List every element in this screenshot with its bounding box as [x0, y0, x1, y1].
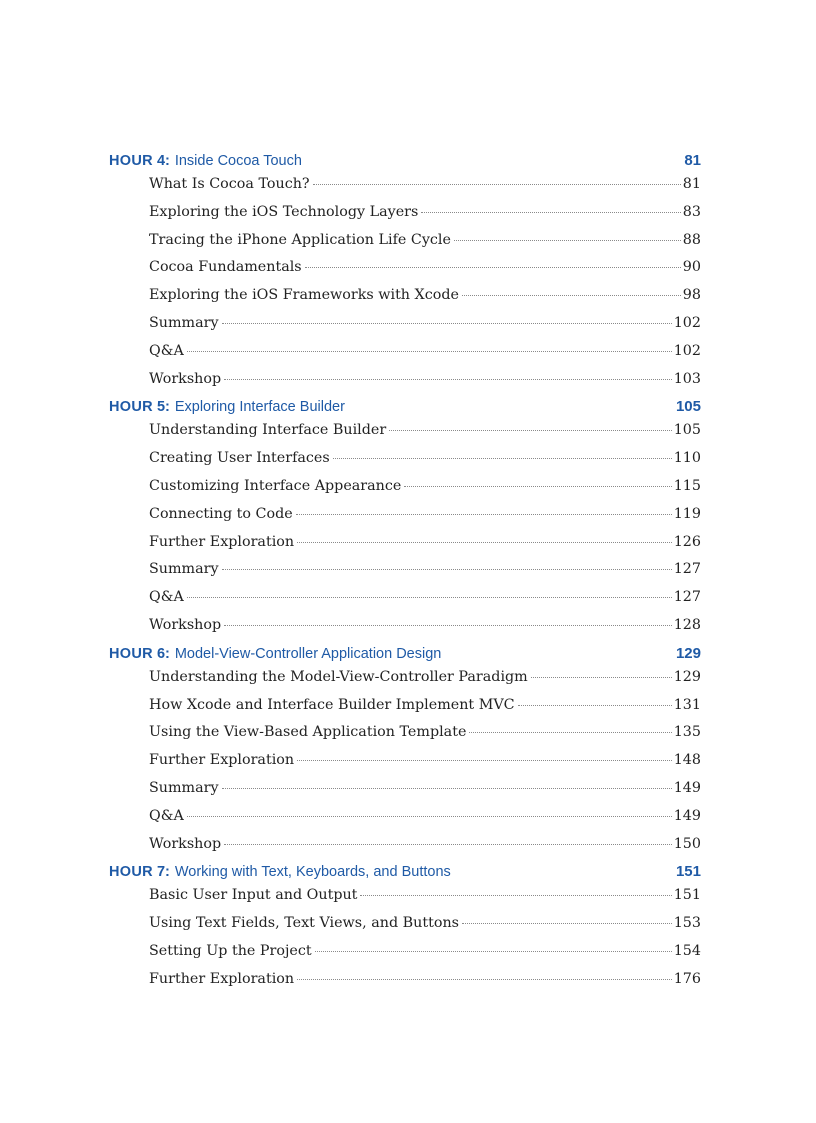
- hour-title: Inside Cocoa Touch: [174, 153, 302, 169]
- toc-entry[interactable]: [149, 204, 701, 232]
- hour-title: Exploring Interface Builder: [174, 399, 345, 416]
- entry-title: Basic User Input and Output: [149, 887, 358, 904]
- entry-page-number: 148: [673, 752, 701, 769]
- toc-entry[interactable]: [149, 371, 701, 399]
- dot-leader: [222, 323, 672, 324]
- dot-leader: [222, 788, 672, 789]
- dot-leader: [313, 184, 681, 185]
- dot-leader: [462, 923, 672, 924]
- toc-entry[interactable]: [149, 561, 701, 589]
- entry-page-number: 119: [673, 505, 701, 522]
- hour-number: 7:: [156, 864, 170, 881]
- entry-list: [149, 422, 701, 644]
- hour-page-number: 129: [675, 644, 701, 662]
- toc-entry[interactable]: [149, 422, 701, 450]
- toc-entry[interactable]: [149, 176, 701, 204]
- hour-label: HOUR: [109, 645, 153, 662]
- toc-entry[interactable]: [149, 752, 701, 780]
- entry-page-number: 131: [673, 696, 701, 713]
- entry-page-number: 110: [673, 450, 701, 467]
- toc-entry[interactable]: [149, 669, 701, 697]
- toc-entry[interactable]: [149, 836, 701, 864]
- toc-entry[interactable]: [149, 534, 701, 562]
- entry-title: Workshop: [149, 616, 222, 633]
- hour-number: 6:: [156, 645, 170, 662]
- entry-title: How Xcode and Interface Builder Implement MVC: [149, 696, 515, 713]
- toc-entry[interactable]: [149, 259, 701, 287]
- toc-entry[interactable]: [149, 315, 701, 343]
- entry-title: Further Exploration: [149, 970, 295, 987]
- entry-title: Q&A: [149, 807, 184, 824]
- entry-title: Summary: [149, 779, 219, 796]
- entry-page-number: 129: [673, 668, 701, 685]
- dot-leader: [462, 295, 681, 296]
- dot-leader: [187, 816, 672, 817]
- entry-page-number: 81: [682, 176, 701, 192]
- entry-title: Workshop: [149, 370, 222, 387]
- toc-entry[interactable]: [149, 478, 701, 506]
- entry-page-number: 149: [673, 807, 701, 824]
- toc-entry[interactable]: [149, 450, 701, 478]
- entry-title: Cocoa Fundamentals: [149, 259, 302, 276]
- entry-title: Exploring the iOS Technology Layers: [149, 203, 419, 220]
- dot-leader: [222, 569, 672, 570]
- table-of-contents: [109, 152, 701, 999]
- toc-entry[interactable]: [149, 808, 701, 836]
- entry-page-number: 153: [673, 915, 701, 932]
- entry-list: [149, 669, 701, 864]
- entry-page-number: 127: [673, 561, 701, 578]
- toc-entry[interactable]: [149, 343, 701, 371]
- toc-entry[interactable]: [149, 697, 701, 725]
- hour-page-number: 81: [684, 152, 701, 169]
- dot-leader: [297, 760, 672, 761]
- dot-leader: [360, 895, 671, 896]
- hour-page-number: 151: [675, 863, 701, 881]
- entry-page-number: 103: [673, 370, 701, 387]
- entry-title: Further Exploration: [149, 752, 295, 769]
- entry-page-number: 154: [673, 942, 701, 959]
- dot-leader: [454, 240, 681, 241]
- hour-heading[interactable]: [109, 398, 701, 422]
- dot-leader: [296, 514, 672, 515]
- toc-entry[interactable]: [149, 887, 701, 915]
- entry-page-number: 90: [682, 259, 701, 276]
- toc-entry[interactable]: [149, 232, 701, 260]
- entry-title: Connecting to Code: [149, 505, 293, 522]
- entry-title: Workshop: [149, 835, 222, 852]
- dot-leader: [305, 267, 681, 268]
- entry-title: Exploring the iOS Frameworks with Xcode: [149, 287, 459, 304]
- entry-title: Understanding Interface Builder: [149, 422, 387, 439]
- dot-leader: [469, 732, 671, 733]
- hour-title: Working with Text, Keyboards, and Buttons: [174, 864, 451, 881]
- entry-page-number: 127: [673, 589, 701, 606]
- entry-page-number: 135: [673, 724, 701, 741]
- toc-section: [109, 398, 701, 644]
- entry-title: Using Text Fields, Text Views, and Buttons: [149, 915, 460, 932]
- toc-section: [109, 152, 701, 398]
- dot-leader: [224, 379, 672, 380]
- dot-leader: [421, 212, 680, 213]
- toc-entry[interactable]: [149, 780, 701, 808]
- toc-section: [109, 645, 701, 864]
- entry-title: Q&A: [149, 342, 184, 359]
- entry-page-number: 98: [682, 287, 701, 304]
- dot-leader: [333, 458, 672, 459]
- entry-page-number: 105: [673, 422, 701, 439]
- entry-list: [149, 887, 701, 998]
- toc-entry[interactable]: [149, 724, 701, 752]
- toc-section: [109, 863, 701, 998]
- entry-list: [149, 176, 701, 398]
- entry-title: Tracing the iPhone Application Life Cycle: [149, 231, 451, 248]
- dot-leader: [297, 979, 672, 980]
- dot-leader: [389, 430, 672, 431]
- hour-page-number: 105: [675, 398, 701, 416]
- dot-leader: [297, 542, 672, 543]
- entry-title: Creating User Interfaces: [149, 450, 330, 467]
- dot-leader: [224, 844, 672, 845]
- hour-label: HOUR: [109, 864, 153, 881]
- entry-title: Understanding the Model-View-Controller Paradigm: [149, 668, 528, 685]
- dot-leader: [518, 705, 672, 706]
- toc-entry[interactable]: [149, 943, 701, 971]
- dot-leader: [531, 677, 672, 678]
- hour-title: Model-View-Controller Application Design: [174, 645, 442, 662]
- entry-title: Q&A: [149, 589, 184, 606]
- hour-label: HOUR: [109, 153, 153, 169]
- hour-number: 4:: [156, 153, 170, 169]
- dot-leader: [404, 486, 671, 487]
- entry-page-number: 149: [673, 779, 701, 796]
- toc-entry[interactable]: [149, 971, 701, 999]
- toc-entry[interactable]: [149, 287, 701, 315]
- hour-label: HOUR: [109, 399, 153, 416]
- dot-leader: [187, 597, 672, 598]
- entry-title: Setting Up the Project: [149, 942, 312, 959]
- dot-leader: [224, 625, 672, 626]
- toc-entry[interactable]: [149, 589, 701, 617]
- dot-leader: [187, 351, 672, 352]
- entry-page-number: 115: [673, 477, 701, 494]
- entry-page-number: 83: [682, 203, 701, 220]
- hour-heading[interactable]: [109, 863, 701, 887]
- dot-leader: [315, 951, 672, 952]
- entry-title: What Is Cocoa Touch?: [149, 176, 310, 192]
- hour-heading[interactable]: [109, 645, 701, 669]
- entry-page-number: 176: [673, 970, 701, 987]
- entry-page-number: 150: [673, 835, 701, 852]
- entry-page-number: 151: [673, 887, 701, 904]
- entry-title: Further Exploration: [149, 533, 295, 550]
- entry-title: Summary: [149, 561, 219, 578]
- entry-title: Summary: [149, 314, 219, 331]
- toc-entry[interactable]: [149, 506, 701, 534]
- hour-heading[interactable]: [109, 152, 701, 176]
- entry-title: Using the View-Based Application Template: [149, 724, 467, 741]
- hour-number: 5:: [156, 399, 170, 416]
- entry-page-number: 88: [682, 231, 701, 248]
- entry-page-number: 102: [673, 314, 701, 331]
- entry-page-number: 126: [673, 533, 701, 550]
- entry-page-number: 102: [673, 342, 701, 359]
- entry-page-number: 128: [673, 616, 701, 633]
- toc-entry[interactable]: [149, 617, 701, 645]
- entry-title: Customizing Interface Appearance: [149, 477, 402, 494]
- toc-entry[interactable]: [149, 915, 701, 943]
